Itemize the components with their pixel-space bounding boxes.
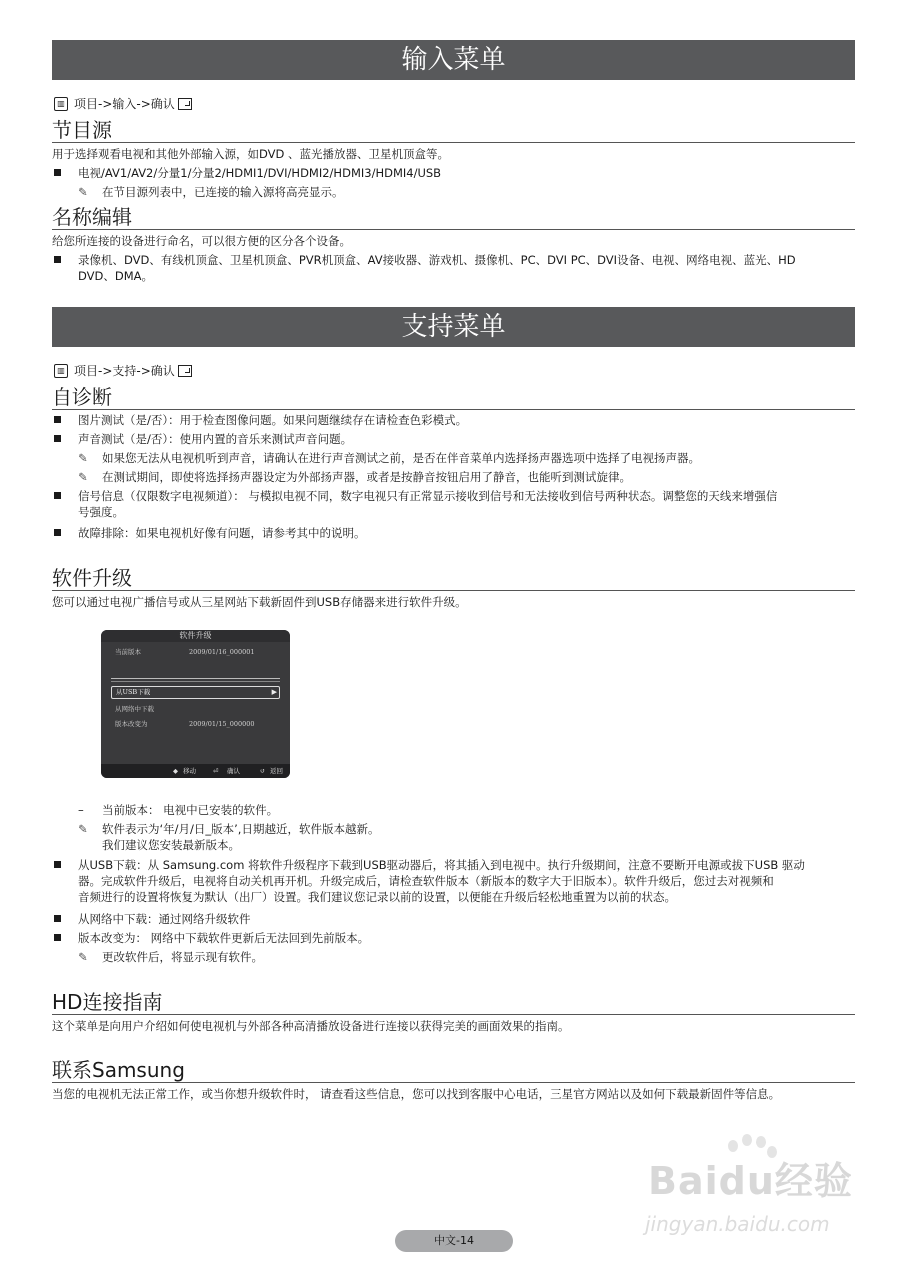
- self-diag-note-melody: ✎ 在测试期间，即使将选择扬声器设定为外部扬声器，或者是按静音按钮启用了静音，也能听到测试旋律。: [78, 470, 631, 484]
- updown-icon: ◆: [173, 767, 178, 775]
- osd-option-network[interactable]: 从网络中下载: [115, 705, 154, 713]
- input-menu-title-bar: [52, 40, 855, 80]
- square-bullet-icon: [54, 492, 61, 499]
- watermark-logo: Baidu经验: [648, 1159, 853, 1203]
- hd-guide-description: 这个菜单是向用户介绍如何使电视机与外部各种高清播放设备进行连接以获得完美的画面效果的指南。: [52, 1019, 570, 1033]
- osd-foot-move: 移动: [183, 767, 196, 775]
- contact-description: 当您的电视机无法正常工作，或当你想升级软件时， 请查看这些信息，您可以找到客服中心电话，三星官方网站以及如何下载最新固件等信息。: [52, 1087, 781, 1101]
- dash-bullet: –: [78, 803, 84, 817]
- network-download-item: 从网络中下载：通过网络升级软件: [52, 911, 857, 927]
- self-diag-item-signal-info: 信号信息（仅限数字电视频道）： 与模拟电视不同，数字电视只有正常显示接收到信号和无法接收到信号两种状态。调整您的天线来增强信 号强度。: [52, 488, 857, 520]
- watermark-paw-icon: [742, 1134, 752, 1146]
- enter-icon: ⏎: [213, 767, 219, 775]
- osd-title: 软件升级: [101, 630, 290, 642]
- alt-version-item: 版本改变为： 网络中下载软件更新后无法回到先前版本。: [52, 930, 857, 946]
- support-menu-title-bar: [52, 307, 855, 347]
- enter-icon: [178, 98, 192, 110]
- remote-menu-icon: ▥: [54, 97, 68, 111]
- source-list-item: 电视/AV1/AV2/分量1/分量2/HDMI1/DVI/HDMI2/HDMI3/HDMI4/USB: [52, 165, 857, 181]
- remote-menu-icon: ▥: [54, 364, 68, 378]
- osd-foot-enter: 确认: [227, 767, 240, 775]
- usb-download-item: 从USB下载：从 Samsung.com 将软件升级程序下载到USB驱动器后，将其插入到电视中。执行升级期间，注意不要断开电源或拔下USB 驱动 器。完成软件升级后，电视将自动关机再开机。升级完成后，请检查软件版本（新版本的数字大于旧版本）。软件升级后，您过去对视频和 音频进行的设置将恢复为默认（出厂）设置。我们建议您记录以前的设置，以便能在升级后轻松地重置为以前的状态。: [52, 857, 857, 905]
- square-bullet-icon: [54, 861, 61, 868]
- software-upgrade-osd-screen: [101, 630, 290, 778]
- edit-name-list-item: 录像机、DVD、有线机顶盒、卫星机顶盒、PVR机顶盒、AV接收器、游戏机、摄像机、PC、DVI PC、DVI设备、电视、网络电视、蓝光、HD DVD、DMA。: [52, 252, 857, 284]
- support-menu-nav-path: [54, 363, 192, 379]
- section-heading-contact: 联系Samsung: [52, 1058, 855, 1083]
- input-menu-nav-path: [54, 96, 192, 112]
- square-bullet-icon: [54, 416, 61, 423]
- osd-footer: [101, 764, 290, 778]
- osd-divider: [111, 678, 280, 679]
- self-diag-item-picture-test: 图片测试（是/否）：用于检查图像问题。如果问题继续存在请检查色彩模式。: [52, 412, 857, 428]
- osd-divider: [111, 681, 280, 682]
- square-bullet-icon: [54, 435, 61, 442]
- return-icon: ↺: [260, 767, 266, 775]
- pencil-note-icon: ✎: [78, 470, 88, 484]
- square-bullet-icon: [54, 256, 61, 263]
- current-version-definition: – 当前版本： 电视中已安装的软件。: [78, 803, 279, 817]
- osd-option-alt-label[interactable]: 版本改变为: [115, 720, 148, 728]
- square-bullet-icon: [54, 934, 61, 941]
- square-bullet-icon: [54, 529, 61, 536]
- version-format-note: ✎ 软件表示为‘年/月/日_版本’,日期越近，软件版本越新。 我们建议您安装最新版本。: [78, 822, 380, 852]
- pencil-note-icon: ✎: [78, 451, 88, 465]
- osd-current-version-label: 当前版本: [115, 648, 141, 656]
- section-heading-software-upgrade: 软件升级: [52, 566, 855, 591]
- source-description: 用于选择观看电视和其他外部输入源，如DVD 、蓝光播放器、卫星机顶盒等。: [52, 147, 450, 161]
- section-heading-self-diagnosis: 自诊断: [52, 385, 855, 410]
- arrow-right-icon: ▶: [271, 688, 277, 696]
- alt-version-note: ✎ 更改软件后，将显示现有软件。: [78, 950, 263, 964]
- section-heading-hd-guide: HD连接指南: [52, 990, 855, 1015]
- edit-name-description: 给您所连接的设备进行命名，可以很方便的区分各个设备。: [52, 234, 351, 248]
- source-note: ✎ 在节目源列表中，已连接的输入源将高亮显示。: [78, 185, 344, 199]
- self-diag-item-troubleshoot: 故障排除：如果电视机好像有问题，请参考其中的说明。: [52, 525, 857, 541]
- osd-option-alt-value: 2009/01/15_000000: [189, 720, 255, 728]
- watermark-paw-icon: [756, 1136, 766, 1148]
- enter-icon: [178, 365, 192, 377]
- pencil-note-icon: ✎: [78, 950, 88, 964]
- osd-current-version-value: 2009/01/16_000001: [189, 648, 255, 656]
- pencil-note-icon: ✎: [78, 822, 88, 836]
- section-heading-edit-name: 名称编辑: [52, 205, 855, 230]
- osd-foot-return: 返回: [270, 767, 283, 775]
- section-heading-source: 节目源: [52, 118, 855, 143]
- nav-path-text: 项目->支持->确认: [74, 364, 175, 378]
- page-number: 中文-14: [395, 1230, 513, 1252]
- support-menu-title: 支持菜单: [401, 312, 506, 342]
- square-bullet-icon: [54, 169, 61, 176]
- watermark-url: jingyan.baidu.com: [645, 1212, 830, 1236]
- nav-path-text: 项目->输入->确认: [74, 97, 175, 111]
- square-bullet-icon: [54, 915, 61, 922]
- self-diag-note-speaker: ✎ 如果您无法从电视机听到声音，请确认在进行声音测试之前，是否在伴音菜单内选择扬声器选项中选择了电视扬声器。: [78, 451, 700, 465]
- self-diag-item-sound-test: 声音测试（是/否）：使用内置的音乐来测试声音问题。: [52, 431, 857, 447]
- pencil-note-icon: ✎: [78, 185, 88, 199]
- osd-option-usb[interactable]: 从USB下载 ▶: [111, 686, 280, 699]
- input-menu-title: 输入菜单: [401, 45, 506, 75]
- software-upgrade-description: 您可以通过电视广播信号或从三星网站下载新固件到USB存储器来进行软件升级。: [52, 595, 467, 609]
